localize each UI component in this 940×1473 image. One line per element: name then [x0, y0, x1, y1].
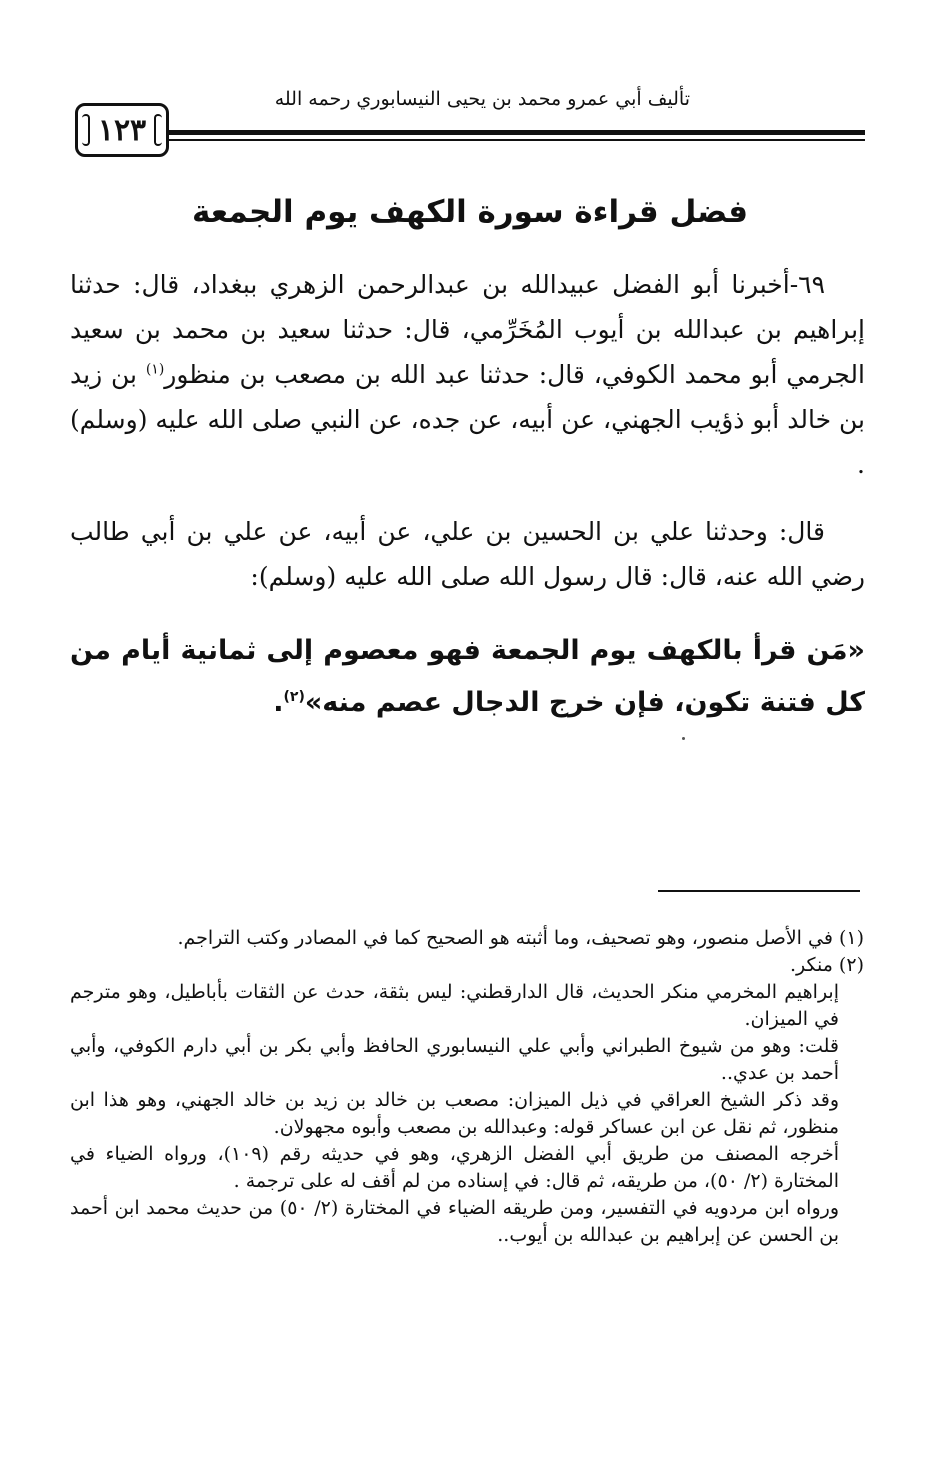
paragraph-isnad — [70, 262, 865, 487]
header-rule — [150, 124, 865, 146]
footnote-ref-1: (١) — [145, 361, 165, 378]
footnote-2-para-3: وقد ذكر الشيخ العراقي في ذيل الميزان: مصعب بن خالد بن زيد بن خالد الجهني، وهو هذا ابن منظور، ثم نقل عن ابن عساكر قوله: وعبدالله بن مصعب وأبوه مجهولان. — [70, 1089, 839, 1138]
hadith-text-block — [70, 625, 865, 729]
page-number-badge — [75, 103, 169, 157]
footnotes — [70, 925, 864, 1249]
paragraph-isnad-text: ٦٩-أخبرنا أبو الفضل عبيدالله بن عبدالرحمن الزهري ببغداد، قال: حدثنا إبراهيم بن عبدالله بن أيوب المُخَرِّمي، قال: حدثنا سعيد بن محمد بن سعيد الجرمي أبو محمد الكوفي، قال: حدثنا عبد الله بن مصعب بن منظور — [70, 270, 865, 389]
chapter-title: فضل قراءة سورة الكهف يوم الجمعة — [191, 194, 749, 230]
footnote-2-para-4: أخرجه المصنف من طريق أبي الفضل الزهري، وهو في حديثه رقم (١٠٩)، ورواه الضياء في المختارة (٢/ ٥٠)، من طريقه، ثم قال: في إسناده من لم أقف له على ترجمة . — [70, 1143, 839, 1192]
hadith-end: . — [273, 687, 284, 718]
footnote-2-head: (٢) منكر. — [789, 954, 864, 976]
paragraph-second-chain — [70, 509, 865, 599]
footnote-1: (١) في الأصل منصور، وهو تصحيف، وما أثبته هو الصحيح كما في المصادر وكتب التراجم. — [177, 927, 864, 949]
footnote-2-para-5: ورواه ابن مردويه في التفسير، ومن طريقه الضياء في المختارة (٢/ ٥٠) من حديث محمد ابن أحمد بن الحسن عن إبراهيم بن عبدالله بن أيوب.. — [70, 1197, 839, 1246]
running-title: تأليف أبي عمرو محمد بن يحيى النيسابوري رحمه الله — [274, 88, 690, 110]
hadith-text: «مَن قرأ بالكهف يوم الجمعة فهو معصوم إلى ثمانية أيام من كل فتنة تكون، فإن خرج الدجال عصم منه» — [70, 635, 865, 718]
header-rule-thick — [150, 130, 865, 135]
header-rule-thin — [150, 139, 865, 141]
paragraph-isnad-text-cont: بن زيد بن خالد أبو ذؤيب الجهني، عن أبيه، عن جده، عن النبي صلى الله عليه (وسلم) . — [70, 360, 865, 479]
footnote-2-para-2: قلت: وهو من شيوخ الطبراني وأبي علي النيسابوري الحافظ وأبي بكر بن أبي دارم الكوفي، وأبي أحمد بن عدي.. — [70, 1035, 839, 1084]
main-text — [70, 262, 865, 729]
footnote-ref-2: (٢) — [283, 689, 305, 705]
footnote-2-para-1: إبراهيم المخرمي منكر الحديث، قال الدارقطني: ليس بثقة، حدث عن الثقات بأباطيل، وهو مترجم في الميزان. — [70, 981, 839, 1030]
paragraph-second-chain-text: قال: وحدثنا علي بن الحسين بن علي، عن أبيه، عن علي بن أبي طالب رضي الله عنه، قال: قال رسول الله صلى الله عليه (وسلم): — [70, 517, 865, 591]
print-speck — [682, 737, 685, 740]
footnote-separator — [658, 890, 860, 892]
page-number: ١٢٣ — [97, 112, 147, 148]
